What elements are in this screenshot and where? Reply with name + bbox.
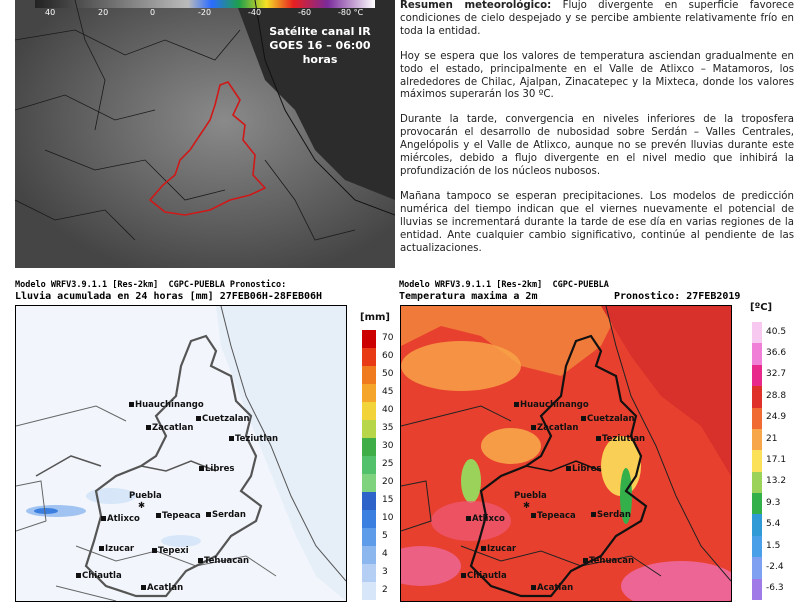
colorbar-segment [752, 450, 762, 471]
colorbar-label: 40.5 [766, 326, 787, 337]
city-puebla: Puebla ✱ [129, 491, 162, 511]
scale-tick: -80 °C [338, 8, 364, 17]
colorbar-label: -6.3 [766, 583, 784, 594]
colorbar-label: 50 [382, 369, 394, 379]
city-huauchinango: Huauchinango [514, 400, 589, 410]
scale-tick: 0 [150, 8, 156, 17]
city-tehuacan: Tehuacan [583, 556, 634, 566]
temperature-map-graphic [401, 306, 731, 601]
colorbar-segment [362, 546, 376, 564]
colorbar-segment [752, 472, 762, 493]
city-serdan: Serdan [591, 510, 631, 520]
colorbar-label: 2 [382, 585, 388, 595]
city-tepexi: Tepexi [152, 546, 189, 556]
scale-tick: -40 [248, 8, 262, 17]
colorbar-segment [752, 429, 762, 450]
colorbar-label: 1.5 [766, 540, 781, 551]
scale-tick: -60 [298, 8, 312, 17]
city-teziutlan: Teziutlan [229, 434, 278, 444]
colorbar-label: 36.6 [766, 348, 787, 359]
rain-map-graphic [16, 306, 346, 601]
city-cuetzalan: Cuetzalan [581, 414, 635, 424]
colorbar-segment [362, 492, 376, 510]
bulletin-paragraph: Mañana tampoco se esperan precipitaciones. Los modelos de predicción numérica del tiempo indican que el viernes nuevamente el potencial de lluvias se incrementará durante la tarde de ese día en varias regiones de la entidad. Ante cualquier cambio significativo, continúe al pendiente de las actualizaciones. [400, 190, 794, 254]
scale-tick: 40 [45, 8, 56, 17]
city-huauchinango: Huauchinango [129, 400, 204, 410]
colorbar-segment [362, 330, 376, 348]
colorbar-label: 70 [382, 333, 394, 343]
colorbar-segment [752, 343, 762, 364]
colorbar-label: 17.1 [766, 455, 787, 465]
colorbar-segment [752, 579, 762, 600]
rain-map [15, 305, 347, 602]
temp-map-date: Pronostico: 27FEB2019 [614, 291, 741, 302]
colorbar-label: 25 [382, 459, 394, 469]
city-tepeaca: Tepeaca [531, 511, 576, 521]
colorbar-segment [362, 438, 376, 456]
bulletin-paragraph: Hoy se espera que los valores de temperatura asciendan gradualmente en todo el estado, principalmente en el Valle de Atlixco – Matamoros, los alrededores de Chilac, Ajalpan, Zinacatepec y la Mixteca, donde los valores máximos superarán los 30 ºC. [400, 50, 794, 101]
city-izucar: Izucar [99, 544, 134, 554]
colorbar-label: 60 [382, 351, 394, 361]
scale-tick: 20 [98, 8, 109, 17]
colorbar-segment [752, 536, 762, 557]
colorbar-segment [362, 528, 376, 546]
colorbar-segment [752, 493, 762, 514]
colorbar-segment [362, 366, 376, 384]
bulletin-paragraph: Durante la tarde, convergencia en niveles inferiores de la troposfera provocarán el desarrollo de nubosidad sobre Serdán – Valles Centrales, Angelópolis y el Valle de Atlixco, aunque no se prevén lluvias durante este miércoles, debido a flujo divergente en el nivel medio que inhibirá la profundización de los núcleos nubosos. [400, 114, 794, 177]
city-izucar: Izucar [481, 544, 516, 554]
city-zacatlan: Zacatlan [531, 423, 578, 433]
rain-map-header: Modelo WRFV3.9.1.1 [Res-2km] CGPC-PUEBLA Pronostico: [15, 280, 287, 290]
temp-colorbar-unit: [ºC] [750, 302, 773, 313]
colorbar-label: 15 [382, 495, 394, 505]
colorbar-label: 5.4 [766, 519, 781, 530]
colorbar-label: 4 [382, 549, 388, 559]
rain-colorbar-unit: [mm] [360, 312, 390, 323]
colorbar-segment [752, 557, 762, 578]
colorbar-label: 21 [766, 433, 778, 444]
colorbar-label: 32.7 [766, 369, 787, 380]
satellite-caption-line2: GOES 16 – 06:00 horas [269, 39, 371, 66]
colorbar-label: 45 [382, 387, 394, 397]
colorbar-segment [362, 474, 376, 492]
rain-colorbar [362, 330, 394, 600]
city-libres: Libres [566, 464, 601, 474]
city-puebla: Puebla ✱ [514, 491, 547, 511]
satellite-caption-line1: Satélite canal IR [269, 25, 371, 38]
weather-bulletin [400, 0, 794, 276]
colorbar-label: 30 [382, 441, 394, 451]
colorbar-segment [362, 456, 376, 474]
city-cuetzalan: Cuetzalan [196, 414, 250, 424]
temp-map-title: Temperatura maxima a 2m [399, 291, 538, 302]
satellite-caption [255, 25, 385, 67]
bulletin-summary-text: Flujo divergente en superficie favorece condiciones de cielo despejado y se percibe ambiente relativamente frío en toda la entidad. [400, 0, 794, 37]
colorbar-segment [362, 420, 376, 438]
colorbar-segment [362, 510, 376, 528]
colorbar-label: 5 [382, 531, 388, 541]
city-chiautla: Chiautla [461, 571, 507, 581]
colorbar-segment [362, 402, 376, 420]
colorbar-label: 9.3 [766, 497, 781, 508]
temp-colorbar [752, 322, 787, 600]
city-acatlan: Acatlan [531, 583, 573, 593]
rain-map-title: Lluvia acumulada en 24 horas [mm] 27FEB06H-28FEB06H [15, 291, 323, 302]
city-atlixco: Atlixco [466, 514, 505, 524]
colorbar-label: 24.9 [766, 412, 787, 423]
colorbar-label: 40 [382, 405, 394, 415]
city-serdan: Serdan [206, 510, 246, 520]
city-zacatlan: Zacatlan [146, 423, 193, 433]
colorbar-segment [362, 384, 376, 402]
city-teziutlan: Teziutlan [596, 434, 645, 444]
colorbar-segment [752, 322, 762, 343]
city-chiautla: Chiautla [76, 571, 122, 581]
colorbar-segment [362, 348, 376, 366]
city-tehuacan: Tehuacan [198, 556, 249, 566]
satellite-image [15, 0, 395, 268]
colorbar-label: 28.8 [766, 390, 787, 401]
colorbar-label: 35 [382, 423, 394, 433]
colorbar-segment [362, 564, 376, 582]
bulletin-summary [400, 0, 794, 39]
bulletin-summary-title: Resumen meteorológico: [400, 0, 552, 11]
scale-tick: -20 [198, 8, 212, 17]
colorbar-segment [752, 408, 762, 429]
colorbar-label: 3 [382, 567, 388, 577]
colorbar-segment [362, 582, 376, 600]
colorbar-segment [752, 365, 762, 386]
colorbar-label: -2.4 [766, 561, 784, 572]
colorbar-segment [752, 386, 762, 407]
city-libres: Libres [199, 464, 234, 474]
colorbar-label: 20 [382, 477, 394, 487]
temp-map-header: Modelo WRFV3.9.1.1 [Res-2km] CGPC-PUEBLA [399, 280, 609, 290]
temperature-map [400, 305, 732, 602]
city-acatlan: Acatlan [141, 583, 183, 593]
colorbar-label: 13.2 [766, 476, 787, 487]
colorbar-label: 10 [382, 513, 394, 523]
city-tepeaca: Tepeaca [156, 511, 201, 521]
ir-scale-bar [35, 0, 375, 8]
city-atlixco: Atlixco [101, 514, 140, 524]
colorbar-segment [752, 514, 762, 535]
